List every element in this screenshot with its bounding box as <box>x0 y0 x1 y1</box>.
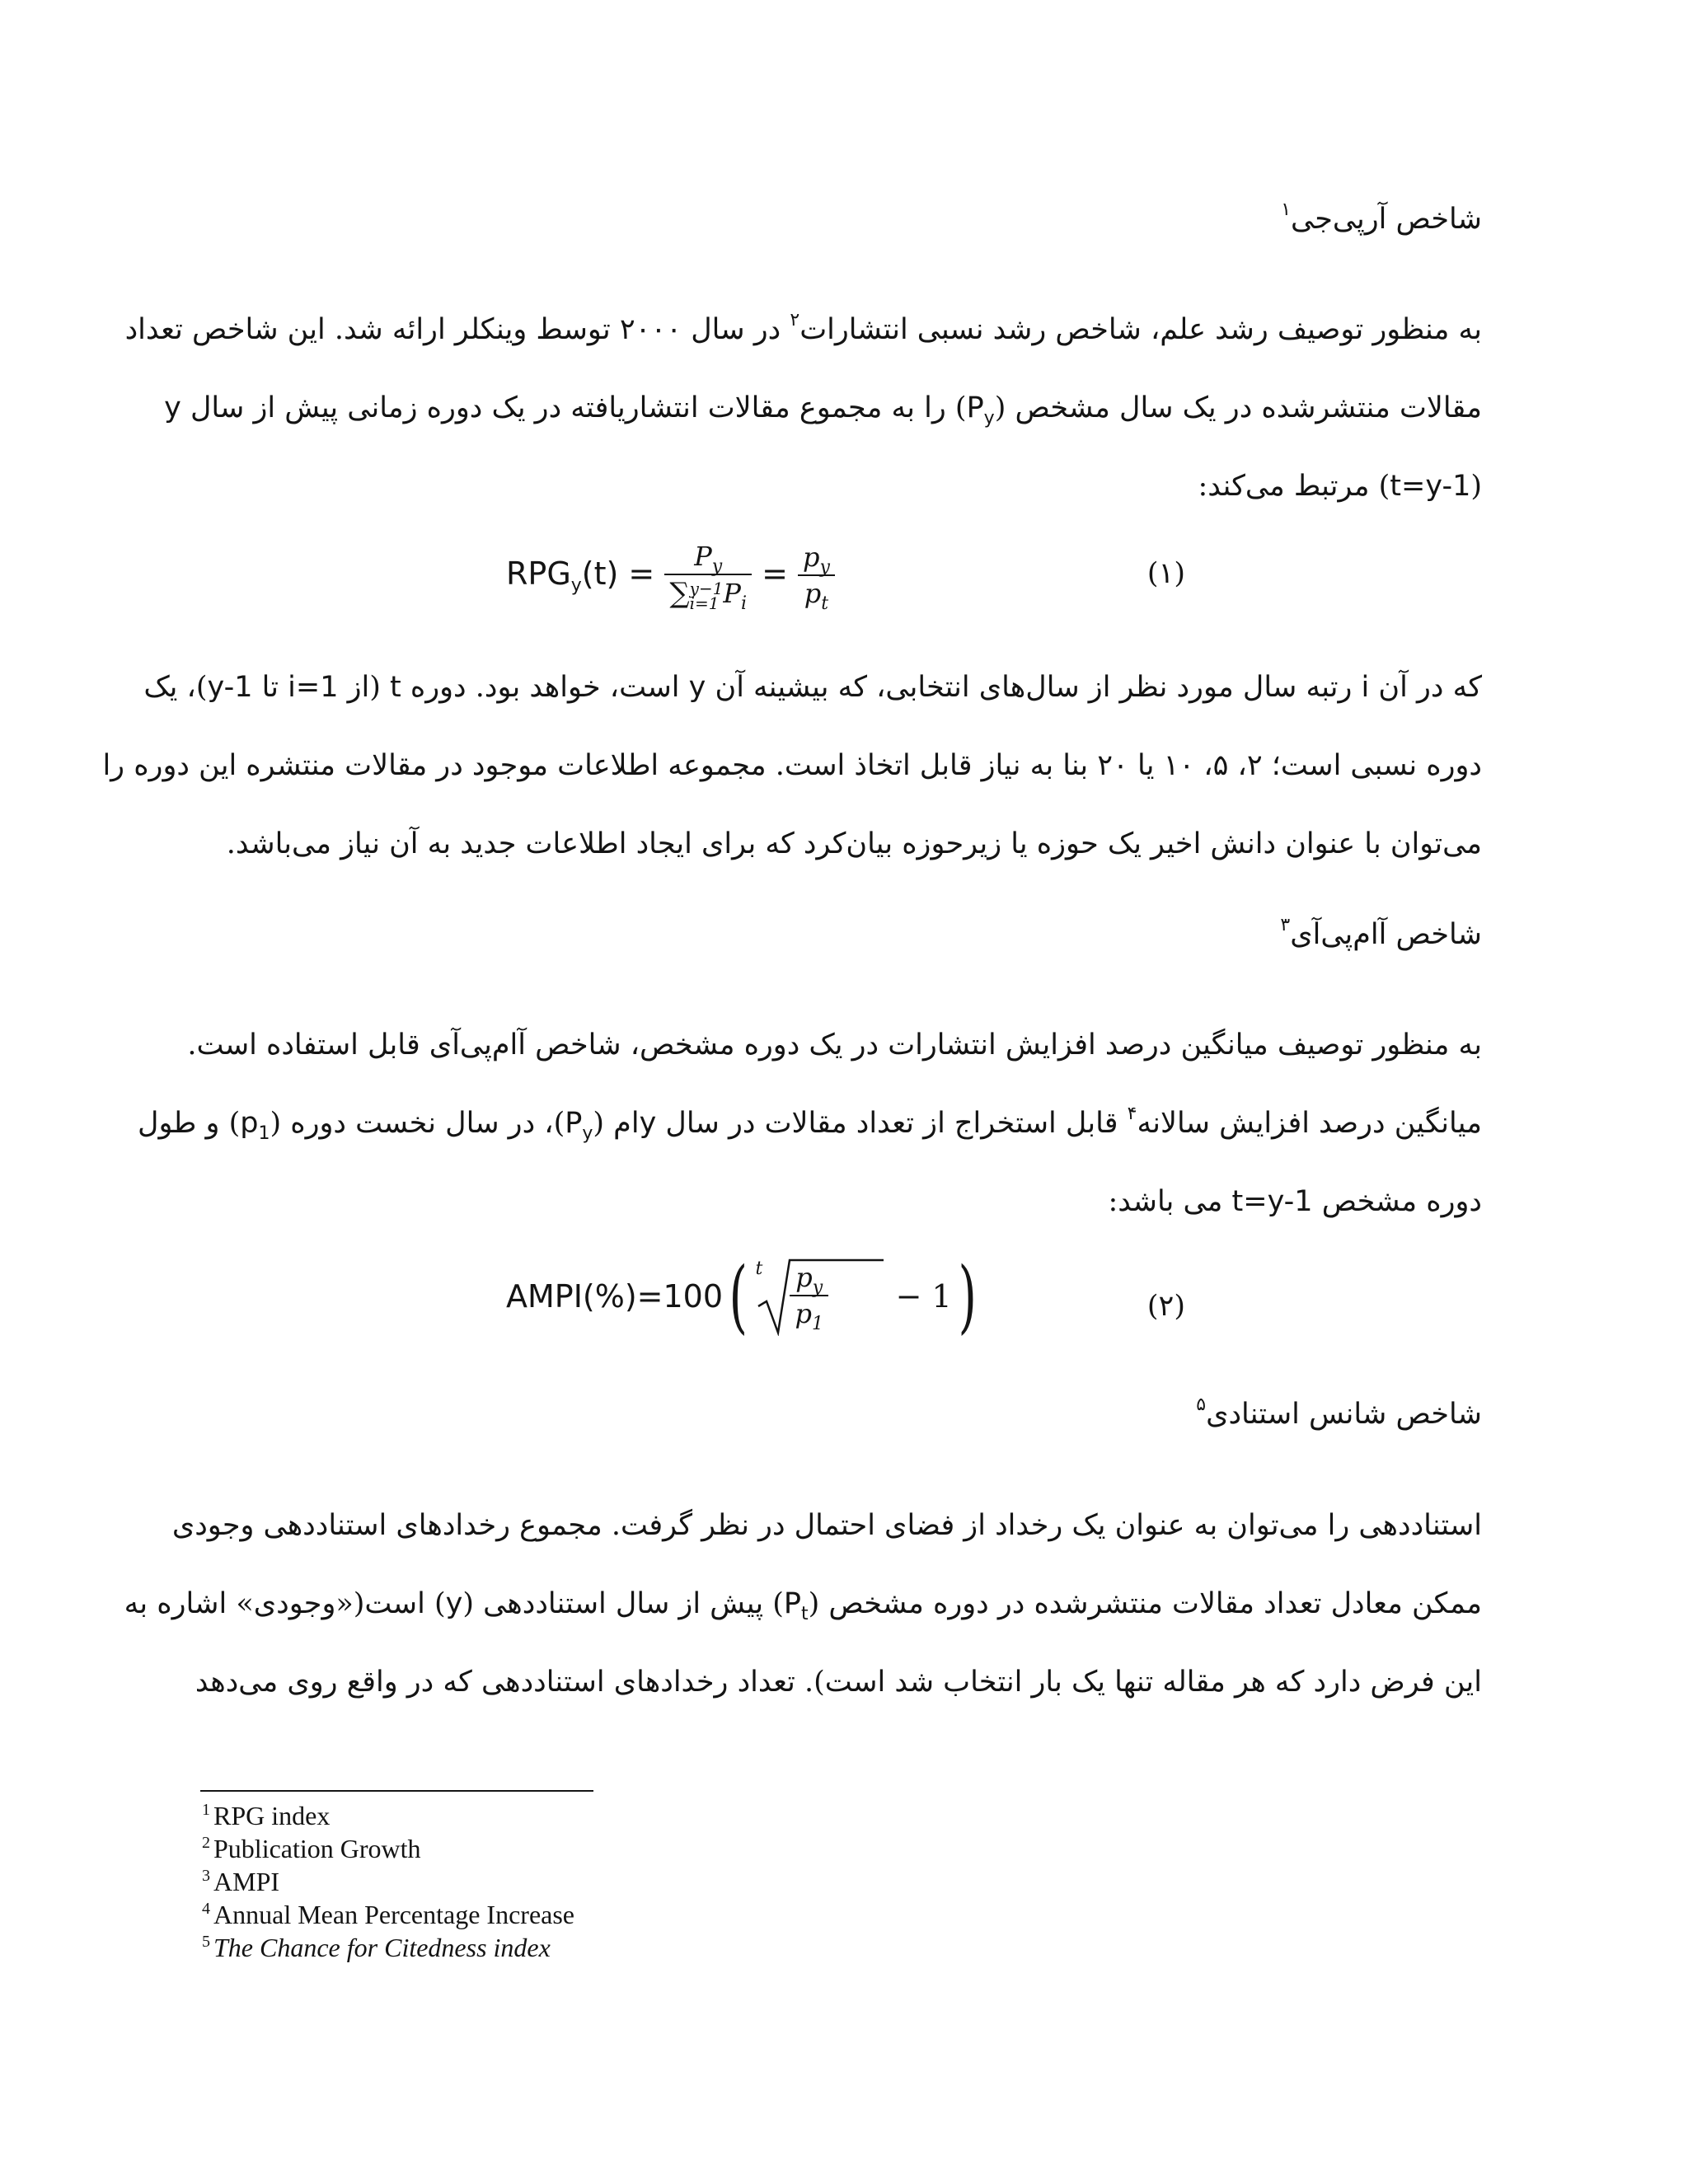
eq-equals: = <box>752 555 798 592</box>
symbol-range-end: y-1 <box>207 671 253 704</box>
eq-left-paren: ( <box>729 1250 748 1343</box>
eq-frac2-top: p <box>803 541 820 574</box>
footnote-text: Annual Mean Percentage Increase <box>213 1900 574 1929</box>
paragraph-line: این فرض دارد که هر مقاله تنها یک بار انتخاب شد است). تعداد رخدادهای استناددهی که در واقع روی می‌دهد <box>195 1666 1482 1699</box>
text-run: میانگین درصد افزایش سالانه <box>1137 1107 1482 1140</box>
eq-sum-upper: y−1 <box>689 578 724 598</box>
paragraph-line: می‌توان با عنوان دانش اخیر یک حوزه یا زیرحوزه بیان‌کرد که برای ایجاد اطلاعات جدید به آن نیاز می‌باشد. <box>226 827 1482 860</box>
paragraph-line: به منظور توصیف میانگین درصد افزایش انتشارات در یک دوره مشخص، شاخص آام‌پی‌آی قابل استفاده است. <box>187 1029 1482 1062</box>
eq-ampi-frac-top-sub: y <box>812 1277 823 1298</box>
text-run: (از <box>338 671 391 704</box>
footnote-5 <box>202 1931 944 1964</box>
footnote-ref-4: ۴ <box>1127 1104 1137 1124</box>
footnote-ref-2: ۲ <box>790 310 800 330</box>
symbol-y: y <box>639 1107 657 1140</box>
paragraph-line: استناددهی را می‌توان به عنوان یک رخداد از فضای احتمال در نظر گرفت. مجموع رخدادهای استناددهی وجودی <box>171 1509 1482 1542</box>
paragraph-rpg-intro <box>124 308 1482 543</box>
symbol-P: P <box>565 1107 583 1140</box>
footnote-number: 2 <box>202 1834 210 1852</box>
symbol-sub: y <box>582 1123 593 1144</box>
text-run: در سال ۲۰۰۰ توسط وینکلر ارائه شد. این شاخص تعداد <box>124 313 790 346</box>
eq-fraction-2 <box>798 541 835 615</box>
symbol-y: y <box>164 391 181 424</box>
heading-chance-text: شاخص شانس استنادی <box>1206 1398 1482 1431</box>
eq-sum-lower: i=1 <box>689 593 720 613</box>
heading-ampi <box>246 913 1482 956</box>
text-run: مقالات منتشرشده در یک سال مشخص ( <box>994 391 1482 424</box>
footnote-text: RPG index <box>213 1801 331 1830</box>
text-run: قابل استخراج از تعداد مقالات در سال <box>656 1107 1128 1140</box>
footnote-text: The Chance for Citedness index <box>213 1933 551 1962</box>
eq-fraction-1 <box>664 541 752 614</box>
symbol-P: P <box>966 391 984 424</box>
footnotes <box>202 1799 944 1964</box>
footnote-2 <box>202 1832 944 1865</box>
equation-rpg <box>0 527 1688 635</box>
text-run: ) را به مجموع مقالات انتشاریافته در یک دوره زمانی پیش از سال <box>181 391 967 424</box>
equation-ampi-formula <box>506 1250 982 1343</box>
text-run: دوره مشخص <box>1312 1185 1482 1218</box>
eq-right-paren: ) <box>958 1250 977 1343</box>
paragraph-line <box>143 666 1482 744</box>
eq-sum-symbol: ∑ <box>669 577 690 610</box>
eq-ampi-frac-bot: p <box>795 1298 812 1329</box>
footnote-separator <box>200 1790 593 1792</box>
footnote-ref-3: ۳ <box>1280 915 1291 935</box>
paragraph-line <box>124 308 1482 387</box>
text-run: ) است(«وجودی» اشاره به <box>124 1587 446 1620</box>
symbol-y: y <box>445 1587 463 1620</box>
text-run: )، در سال نخست دوره ( <box>270 1107 565 1140</box>
equation-rpg-formula <box>506 541 835 615</box>
symbol-p: p <box>240 1107 259 1140</box>
radical-sign-icon <box>753 1257 885 1336</box>
paragraph-line: دوره نسبی است؛ ۲، ۵، ۱۰ یا ۲۰ بنا به نیاز قابل اتخاذ است. مجموعه اطلاعات موجود در مقالات منتشره این دوره را <box>102 749 1482 782</box>
eq-lhs-main: RPG <box>506 555 571 592</box>
eq-ampi-frac-top: p <box>795 1262 813 1293</box>
symbol-sub: 1 <box>258 1123 270 1144</box>
heading-rpg <box>246 198 1482 241</box>
text-run: که در آن <box>1369 671 1482 704</box>
text-run: ) مرتبط می‌کند: <box>1198 470 1390 503</box>
paragraph-rpg-explanation <box>102 666 1482 901</box>
footnote-number: 3 <box>202 1867 210 1885</box>
text-run: ( <box>1470 470 1482 503</box>
symbol-t-range: t=y-1 <box>1231 1185 1313 1218</box>
eq-lhs-sub: y <box>570 574 582 596</box>
heading-chance <box>246 1393 1482 1436</box>
equation-number-1: (۱) <box>1146 557 1185 590</box>
heading-rpg-text: شاخص آرپی‌جی <box>1291 203 1482 236</box>
footnote-ref-5: ۵ <box>1196 1394 1207 1415</box>
footnote-text: AMPI <box>213 1867 280 1896</box>
eq-frac2-bot-sub: t <box>821 593 829 615</box>
text-run: ممکن معادل تعداد مقالات منتشرشده در دوره مشخص ( <box>808 1587 1482 1620</box>
paragraph-line <box>124 1582 1482 1661</box>
text-run: ) پیش از سال استناددهی ( <box>462 1587 784 1620</box>
text-run: می باشد: <box>1108 1185 1232 1218</box>
text-run: ) و طول <box>138 1107 241 1140</box>
footnote-number: 1 <box>202 1801 210 1819</box>
footnote-4 <box>202 1898 944 1931</box>
text-run: ام ( <box>593 1107 640 1140</box>
text-run: )، یک <box>143 671 208 704</box>
symbol-t: t <box>390 671 401 704</box>
symbol-sub: t <box>801 1604 809 1624</box>
eq-root-index: t <box>755 1258 763 1279</box>
eq-frac2-top-sub: y <box>819 557 830 579</box>
eq-ampi-frac-bot-sub: 1 <box>811 1314 823 1334</box>
eq-frac1-top: P <box>694 541 712 572</box>
eq-nth-root <box>753 1257 885 1336</box>
paragraph-line <box>138 1102 1482 1180</box>
paragraph-line <box>204 1180 1482 1258</box>
eq-sum-var-sub: i <box>740 593 747 614</box>
footnote-1 <box>202 1799 944 1832</box>
heading-ampi-text: شاخص آام‌پی‌آی <box>1290 918 1482 951</box>
symbol-y: y <box>688 671 706 704</box>
footnote-ref-1: ۱ <box>1281 199 1292 220</box>
symbol-range-start: i=1 <box>288 671 339 704</box>
symbol-i: i <box>1361 671 1370 704</box>
text-run: تا <box>252 671 288 704</box>
text-run: رتبه سال مورد نظر از سال‌های انتخابی، که بیشینه آن <box>706 671 1362 704</box>
paragraph-ampi <box>138 1024 1482 1258</box>
footnote-number: 5 <box>202 1933 210 1951</box>
text-run: به منظور توصیف رشد علم، شاخص رشد نسبی انتشارات <box>799 313 1482 346</box>
symbol-t-range: t=y-1 <box>1390 470 1471 503</box>
footnote-text: Publication Growth <box>213 1834 421 1863</box>
eq-sum-var: P <box>723 578 741 609</box>
eq-ampi-lhs: AMPI(%)=100 <box>506 1278 724 1315</box>
equation-ampi <box>0 1250 1688 1356</box>
equation-number-2: (۲) <box>1146 1290 1185 1323</box>
symbol-P: P <box>783 1587 801 1620</box>
eq-frac2-bot: p <box>804 578 822 610</box>
eq-ampi-tail: − 1 <box>885 1278 952 1315</box>
eq-lhs-arg: (t) = <box>581 555 665 592</box>
paragraph-line <box>164 387 1482 465</box>
paragraph-chance <box>124 1504 1482 1739</box>
footnote-number: 4 <box>202 1900 210 1918</box>
eq-frac1-top-sub: y <box>711 556 723 577</box>
footnote-3 <box>202 1865 944 1898</box>
text-run: است، خواهد بود. دوره <box>401 671 689 704</box>
symbol-sub: y <box>983 408 995 429</box>
